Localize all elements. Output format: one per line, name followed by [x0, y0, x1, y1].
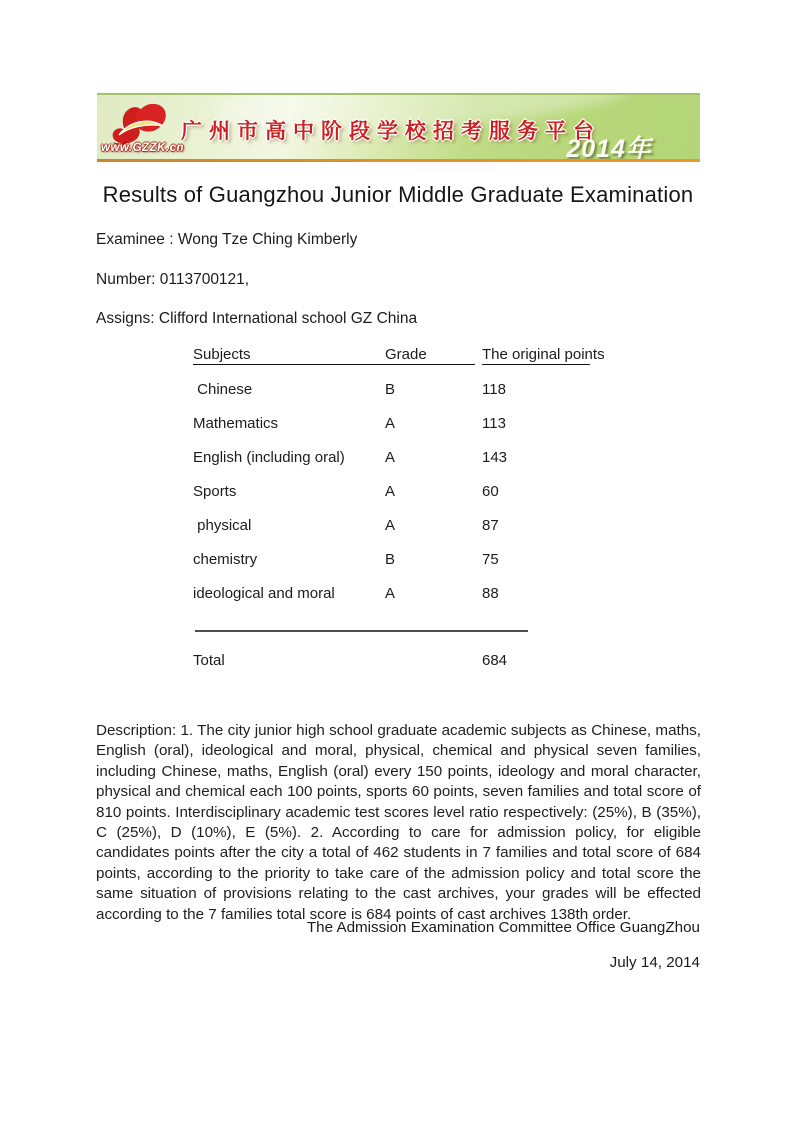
total-divider: [195, 630, 528, 632]
subject-cell: Sports: [193, 482, 237, 500]
table-row: [193, 381, 593, 400]
committee-signature: The Admission Examination Committee Office GuangZhou: [306, 919, 700, 936]
banner-title-chinese: 广州市高中阶段学校招考服务平台: [181, 120, 601, 143]
table-row: [193, 585, 593, 604]
examinee-line: Examinee : Wong Tze Ching Kimberly: [96, 231, 358, 248]
grade-cell: A: [385, 584, 396, 602]
description-paragraph: Description: 1. The city junior high school graduate academic subjects as Chinese, maths, English (oral), ideological and moral, physical, chemical and physical seven families, including Chinese, maths, English (oral) every 150 points, ideology and moral character, physical and chemical each 100 points, sports 60 points, seven families and total score of 810 points. Interdisciplinary academic test scores level ratio respectively: (25%), B (35%), C (25%), D (10%), E (5%). 2. According to care for admission policy, for eligible candidates points after the city a total of 462 students in 7 families and total score of 684 points, according to the priority to take care of the admission policy and total score the same situation of provisions relating to the cast archives, your grades will be effected according to the 7 families total score is 684 points of cast archives 138th order.: [96, 722, 701, 923]
points-cell: 113: [482, 414, 506, 432]
total-grade-empty: [385, 652, 482, 669]
site-url: www.GZZK.cn: [101, 142, 185, 154]
grade-cell: A: [385, 482, 396, 500]
points-cell: 88: [482, 584, 499, 602]
banner-divider: [97, 159, 700, 162]
grade-cell: B: [385, 380, 396, 398]
points-cell: 118: [482, 380, 506, 398]
grade-cell: B: [385, 550, 396, 568]
header-gap: [475, 346, 482, 365]
subject-cell: physical: [193, 516, 252, 534]
header-subjects: Subjects: [193, 346, 385, 365]
table-row: [193, 551, 593, 570]
subject-cell: English (including oral): [193, 448, 345, 466]
header-original-points: The original points: [482, 346, 605, 363]
points-cell: 87: [482, 516, 499, 534]
site-banner: [97, 93, 700, 159]
table-row: [193, 483, 593, 502]
total-label: Total: [193, 652, 225, 669]
points-cell: 75: [482, 550, 499, 568]
table-header-row: [193, 346, 605, 365]
header-grade: Grade: [385, 346, 475, 365]
page-title: Results of Guangzhou Junior Middle Graduate Examination: [102, 182, 694, 207]
subject-cell: Mathematics: [193, 414, 279, 432]
total-row: [193, 652, 593, 669]
issue-date: July 14, 2014: [609, 954, 700, 971]
number-line: Number: 0113700121,: [96, 271, 250, 288]
table-row: [193, 415, 593, 434]
points-cell: 143: [482, 448, 508, 466]
subject-cell: Chinese: [193, 380, 253, 398]
grade-cell: A: [385, 516, 396, 534]
points-cell: 60: [482, 482, 499, 500]
assigns-line: Assigns: Clifford International school GZ China: [96, 310, 418, 327]
subject-cell: ideological and moral: [193, 584, 335, 602]
score-table: [193, 346, 605, 603]
table-row: [193, 449, 593, 468]
grade-cell: A: [385, 448, 396, 466]
grade-cell: A: [385, 414, 396, 432]
total-points: 684: [482, 652, 508, 669]
table-body: [193, 381, 593, 604]
subject-cell: chemistry: [193, 550, 258, 568]
table-row: [193, 517, 593, 536]
banner-year: 2014年: [566, 135, 652, 159]
